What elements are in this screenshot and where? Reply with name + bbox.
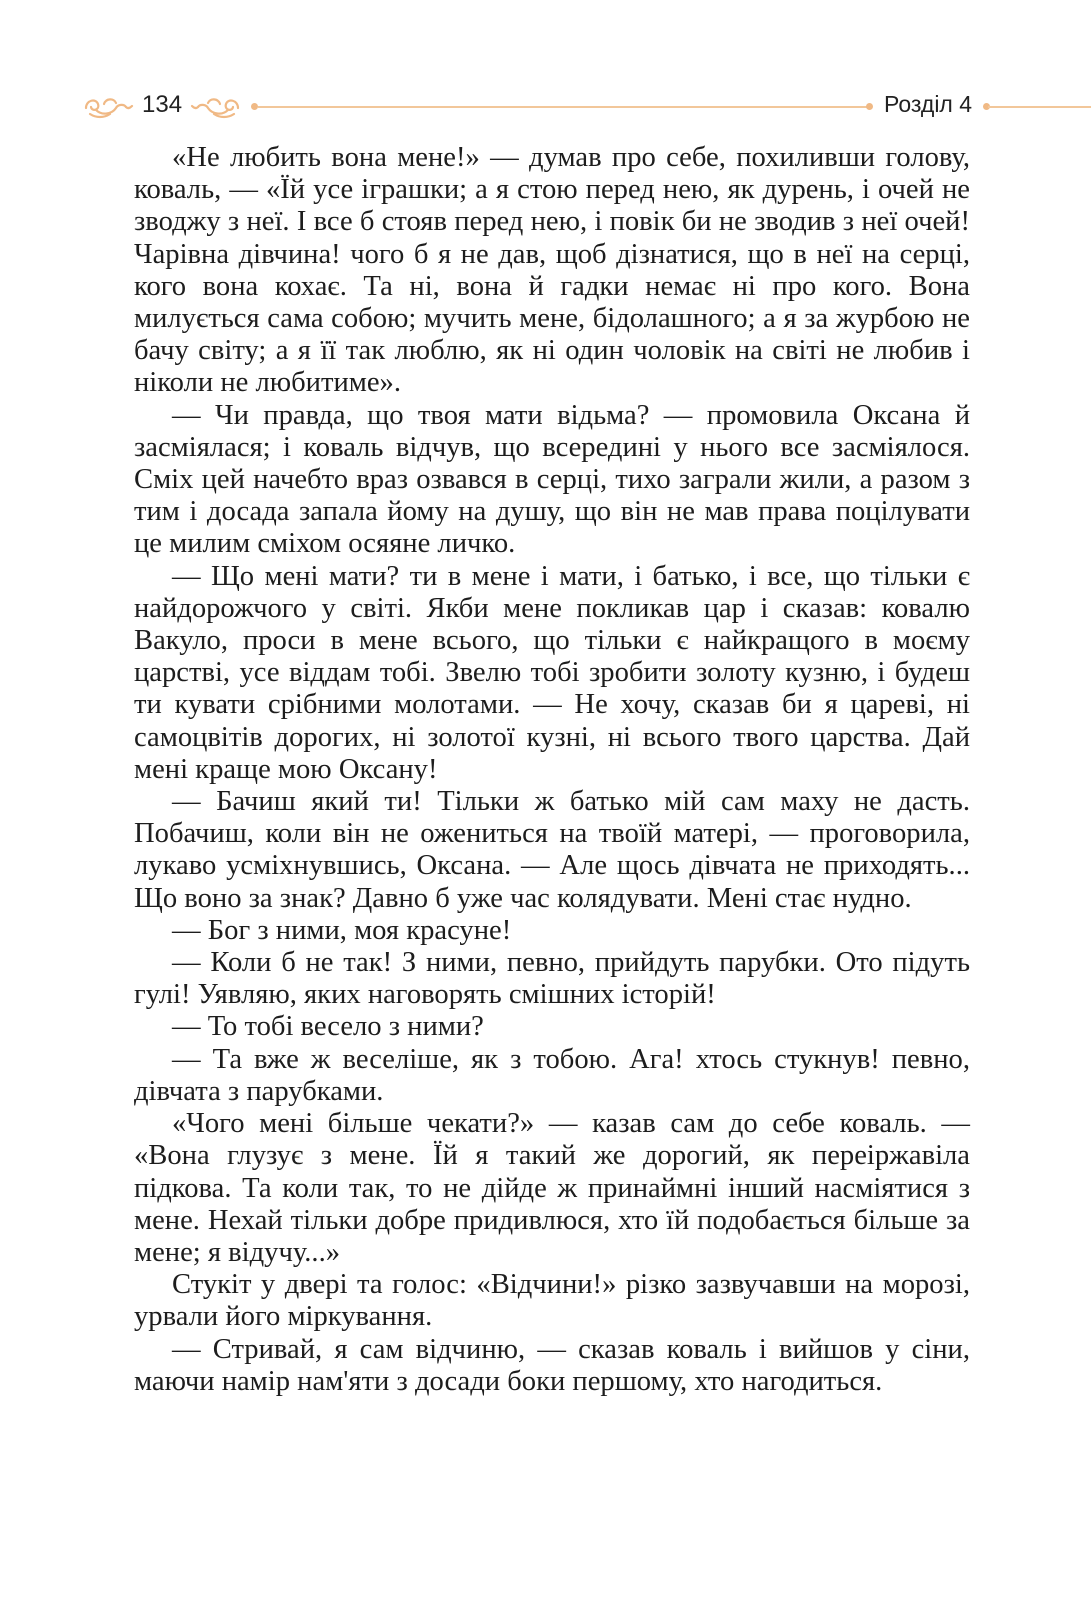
left-swirl-ornament-icon — [82, 92, 134, 120]
paragraph: Стукіт у двері та голос: «Відчини!» різко зазвучавши на морозі, урвали його міркування. — [134, 1269, 970, 1333]
paragraph: — Бог з ними, моя красуне! — [172, 914, 512, 946]
paragraph: — Коли б не так! З ними, певно, прийдуть парубки. Ото підуть гулі! Уявляю, яких наговорять смішних історій! — [134, 947, 970, 1011]
right-swirl-ornament-icon — [190, 92, 242, 120]
paragraph: — Стривай, я сам відчиню, — сказав коваль і вийшов у сіни, маючи намір нам'яти з досади боки першому, хто нагодиться. — [134, 1333, 970, 1397]
paragraph: «Не любить вона мене!» — думав про себе, похиливши голову, коваль, — «Їй усе іграшки; а я стою перед нею, як дурень, і очей не зводжу з неї. І все б стояв перед нею, і повік би не зводив з неї очей! Чарівна дівчина! чого б я не дав, щоб дізнатися, що в неї на серці, кого вона кохає. Та ні, вона й гадки немає ні про кого. Вона милується сама собою; мучить мене, бідолашного; а я за журбою не бачу світу; а я її так люблю, як ні один чоловік на світі не любив і ніколи не любитиме». — [134, 142, 970, 399]
paragraph: — Чи правда, що твоя мати відьма? — промовила Оксана й засміялася; і коваль відчув, що всередині у нього все засміялося. Сміх цей начебто враз озвався в серці, тихо заграли жили, а разом з тим і досада запала йому на душу, що він не мав права поцілувати це милим сміхом осяяне личко. — [134, 399, 970, 560]
rule-end-dot — [866, 103, 873, 110]
page-number: 134 — [142, 91, 183, 118]
paragraph: — Бачиш який ти! Тільки ж батько мій сам маху не дасть. Побачиш, коли він не ожениться на твоїй матері, — проговорила, лукаво усміхнувшись, Оксана. — Але щось дівчата не приходять... Що воно за знак? Давно б уже час колядувати. Мені стає нудно. — [134, 786, 970, 914]
section-title: Розділ 4 — [884, 91, 973, 117]
header-rule-right — [988, 106, 1091, 108]
rule-start-dot — [251, 103, 258, 110]
paragraph: — Що мені мати? ти в мене і мати, і батько, і все, що тільки є найдорожчого у світі. Якби мене покликав цар і сказав: ковалю Вакуло, проси в мене всього, що тільки є найкращого в моєму царстві, усе віддам тобі. Звелю тобі зробити золоту кузню, і будеш ти кувати срібними молотами. — Не хочу, сказав би я цареві, ні самоцвітів дорогих, ні золотої кузні, ні всього твого царства. Дай мені краще мою Оксану! — [134, 560, 970, 785]
paragraph: — Та вже ж веселіше, як з тобою. Ага! хтось стукнув! певно, дівчата з парубками. — [134, 1043, 970, 1107]
header-rule-left — [258, 106, 868, 108]
paragraph: «Чого мені більше чекати?» — казав сам до себе коваль. — «Вона глузує з мене. Їй я такий же дорогий, як переіржавіла підкова. Та коли так, то не дійде ж принаймні інший насміятися з мене. Нехай тільки добре придивлюся, хто їй подобається більше за мене; я відучу...» — [134, 1108, 970, 1268]
running-header — [0, 84, 1091, 128]
paragraph: — То тобі весело з ними? — [172, 1011, 484, 1043]
body-text — [134, 142, 970, 1398]
